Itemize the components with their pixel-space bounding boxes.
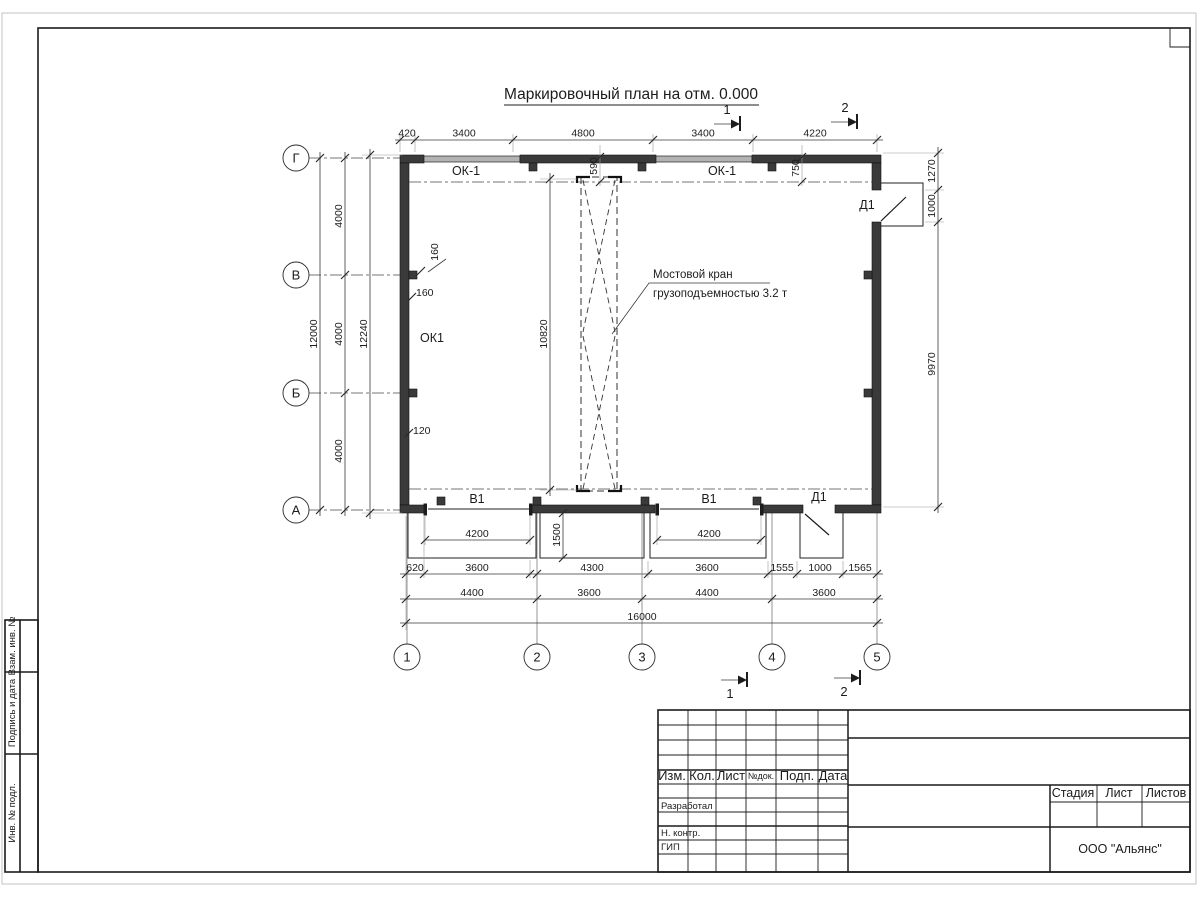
dim-ramp-1500: 1500 [551,523,563,547]
mark-ok1-top-left: ОК-1 [451,164,481,178]
axis-label-4: 4 [768,649,776,665]
pilaster [533,497,541,505]
section-arrow [738,676,747,685]
dim-160-h: 160 [416,287,434,299]
frame-corner-box [1170,28,1190,47]
pilaster [753,497,761,505]
wall-bottom-seg4 [835,505,881,513]
row-axis-lines [309,158,400,510]
pilaster [529,163,537,171]
tb-col-kol: Кол. [689,768,715,783]
title-block-cols [688,710,818,872]
section-number: 2 [840,684,848,699]
sheet-frame [2,13,1196,884]
axis-label-2: 2 [533,649,541,665]
tb-col-izm: Изм. [658,768,686,783]
section-number: 2 [841,100,849,115]
dim-ticks [316,136,942,627]
dim-gate-left-4200: 4200 [465,528,489,540]
dim-750: 750 [790,159,802,177]
tb-stage-stadiya: Стадия [1051,786,1095,800]
section-arrow [731,120,740,129]
axis-label-3: 3 [638,649,646,665]
ramp-door [800,513,843,558]
dim-gate-right-4200: 4200 [697,528,721,540]
section-marker-2-bottom [834,670,860,699]
drawing-title [504,86,759,105]
tb-col-ndok: №док. [747,771,775,781]
axis-label-5: 5 [873,649,881,665]
dim-left-12000: 12000 [308,319,320,349]
extension-lines [362,134,944,630]
tb-role-gip: ГИП [661,842,680,853]
dimension-lines [316,134,944,630]
crane-note-line1: Мостовой кран [653,269,733,281]
door-swing-right [881,197,906,221]
dim-left-4000a: 4000 [333,204,345,228]
dim-top-4800: 4800 [571,127,595,140]
crane-outline [581,177,617,491]
wall-right-seg2 [872,222,881,505]
section-number: 1 [726,686,734,701]
tb-col-data: Дата [818,768,848,783]
pilaster [638,163,646,171]
dim-160-rot: 160 [429,243,441,261]
pilaster [409,271,417,279]
axis-label-a: А [291,502,301,518]
crane-rails [409,182,875,489]
stamp-podpis-label: Подпись и дата [7,678,18,748]
section-arrow [848,118,857,127]
dim-4300: 4300 [580,562,604,574]
dim-right-1270: 1270 [926,159,938,183]
pilasters [409,163,875,505]
pilaster [641,497,649,505]
dim-crane-10820: 10820 [538,319,550,349]
gate-jamb [760,504,764,516]
pilaster [409,389,417,397]
pilaster [864,389,872,397]
pilaster [864,271,872,279]
tb-company: ООО "Альянс" [1078,842,1162,856]
section-marker-2-top [831,100,857,129]
dim-3600c: 3600 [577,587,601,599]
dim-left-12240: 12240 [358,319,370,349]
tb-stage-listov: Листов [1145,786,1187,800]
section-number: 1 [723,102,731,117]
door-swing-bottom [805,514,829,535]
dim-4400b: 4400 [695,587,719,599]
title-block [658,710,1190,872]
dim-right-9970: 9970 [926,352,938,376]
crane-cross [583,180,615,489]
porch-outline [881,183,923,226]
gate-jamb [424,504,428,516]
dim-left-4000b: 4000 [333,322,345,346]
stamp-inv-label: Инв. № подл. [7,783,18,843]
page-title: Маркировочный план на отм. 0.000 [504,86,758,103]
side-stamp [5,617,38,872]
section-marker-1-bottom [721,672,747,701]
axis-label-g: Г [292,150,300,166]
wall-bottom-seg1 [400,505,425,513]
dim-top-3400b: 3400 [691,127,715,140]
section-marker-1-top [714,102,740,131]
crane-note-line2: грузоподъемностью 3.2 т [653,288,788,300]
tb-stage-list: Лист [1105,786,1133,800]
wall-bottom-seg2 [532,505,655,513]
mark-d1-right: Д1 [859,198,875,212]
dim-1565: 1565 [848,562,872,574]
dim-120: 120 [413,425,431,437]
dim-1555: 1555 [770,562,794,574]
gate-jamb [529,504,533,516]
window-strip-left [424,156,520,162]
section-arrow [851,674,860,683]
paper-edge [2,13,1196,884]
wall-top-seg3 [752,155,881,163]
dim-left-4000c: 4000 [333,439,345,463]
dim-590: 590 [588,157,600,175]
tb-role-razrabotal: Разработал [661,801,713,812]
dim-16000: 16000 [627,611,657,623]
dim-top-4220: 4220 [803,127,827,140]
axis-label-b: Б [291,385,301,401]
element-marks [420,164,875,506]
pilaster [437,497,445,505]
pilaster [768,163,776,171]
tb-col-podp: Подп. [779,768,815,783]
stamp-vzam-label: Взам. инв. № [7,616,18,676]
tb-role-nkontr: Н. контр. [661,828,701,839]
mark-ok1-top-right: ОК-1 [707,164,737,178]
wall-right-seg1 [872,163,881,190]
dim-3600a: 3600 [465,562,489,574]
dim-right-1000: 1000 [926,194,938,218]
wall-top-seg1 [400,155,424,163]
dim-620: 620 [406,562,424,574]
gate-jamb [656,504,660,516]
window-strip-right [656,156,752,162]
inner-frame [38,28,1190,872]
mark-v1-left: В1 [469,492,485,506]
mark-v1-right: В1 [701,492,717,506]
dim-top-420: 420 [398,127,416,140]
mark-d1-bottom: Д1 [811,490,827,504]
tb-col-list: Лист [716,768,746,783]
dim-4400a: 4400 [460,587,484,599]
dim-3600b: 3600 [695,562,719,574]
crane-symbol [409,177,875,491]
dim-3600d: 3600 [812,587,836,599]
mark-ok1-wall: ОК1 [420,331,444,345]
axis-label-1: 1 [403,649,411,665]
section-markers [714,100,860,701]
dim-1000: 1000 [808,562,832,574]
axis-label-v: В [291,267,301,283]
dim-top-3400a: 3400 [452,127,476,140]
wall-bottom-seg3 [763,505,803,513]
wall-left [400,163,409,505]
crane-brackets [577,177,621,491]
